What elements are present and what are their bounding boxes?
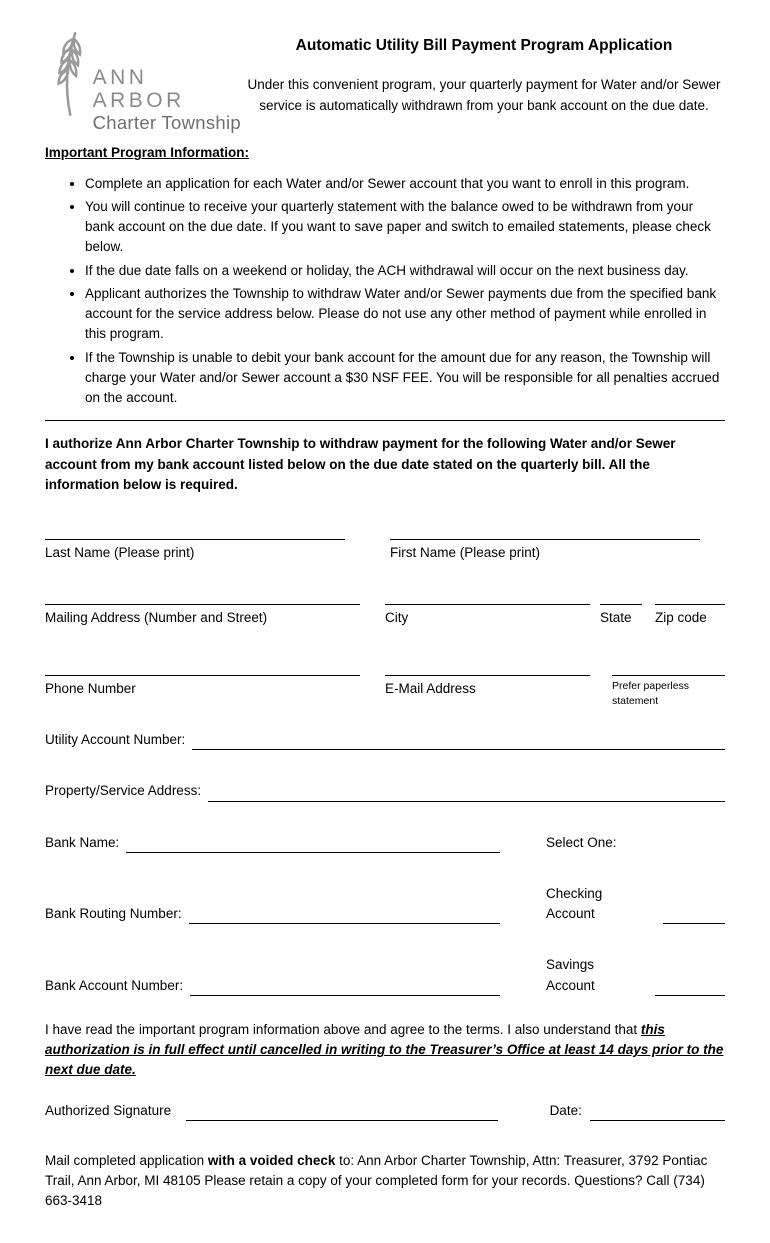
utility-account-row <box>45 730 725 750</box>
utility-account-line[interactable] <box>192 735 725 750</box>
footer-text: Mail completed application <box>45 1152 208 1168</box>
property-address-line[interactable] <box>208 787 725 802</box>
savings-account-line[interactable] <box>655 981 725 996</box>
city-label: City <box>385 610 409 626</box>
header <box>45 28 725 133</box>
savings-account-label: Savings Account <box>546 957 595 993</box>
bank-name-label: Bank Name: <box>45 834 120 850</box>
checking-account-label: Checking Account <box>546 885 603 922</box>
terms-emphasis: this authorization is in full effect until cancelled in writing to the Treasurer’s Office at least 14 days prior to the next due date. <box>45 1021 724 1078</box>
utility-account-label: Utility Account Number: <box>45 732 186 748</box>
bank-account-line[interactable] <box>190 981 500 996</box>
footer-text: to: Ann Arbor Charter Township, Attn: Treasurer, 3792 Pontiac Trail, Ann Arbor, MI 48105 Please retain a copy of your completed form for your records. Questions? Call (734) 663-3418 <box>45 1152 708 1209</box>
last-name-line[interactable] <box>45 525 345 540</box>
state-line[interactable] <box>600 590 642 605</box>
first-name-line[interactable] <box>390 525 700 540</box>
phone-label: Phone Number <box>45 680 136 696</box>
terms-paragraph <box>45 1020 725 1081</box>
first-name-label: First Name (Please print) <box>390 545 541 561</box>
name-row <box>45 525 725 563</box>
list-item: • Complete an application for each Water and/or Sewer account that you want to enroll in this program. <box>85 174 725 194</box>
state-label: State <box>600 610 632 626</box>
property-address-row <box>45 781 725 801</box>
email-label: E-Mail Address <box>385 680 476 696</box>
authorized-signature-line[interactable] <box>186 1106 497 1121</box>
page-title: Automatic Utility Bill Payment Program Application <box>295 37 673 54</box>
authorized-signature-label: Authorized Signature <box>45 1102 172 1118</box>
paperless-label: Prefer paperless statement <box>612 679 690 708</box>
logo-text <box>93 66 243 133</box>
section-divider <box>45 420 725 421</box>
program-info-list <box>45 174 725 409</box>
list-item: • You will continue to receive your quarterly statement with the balance owed to be withdrawn from your bank account on the due date. If you want to save paper and switch to emailed statements, please check below. <box>85 197 725 258</box>
authorization-statement: I authorize Ann Arbor Charter Township to withdraw payment for the following Water and/or Sewer account from my bank account listed below on the due date stated on the quarterly bill. All the information below is required. <box>45 436 676 492</box>
contact-row <box>45 661 725 711</box>
bank-account-label: Bank Account Number: <box>45 977 184 993</box>
bank-routing-line[interactable] <box>189 909 500 924</box>
bank-name-row <box>45 833 725 853</box>
logo-subname: Charter Township <box>92 112 241 134</box>
signature-row <box>45 1101 725 1121</box>
terms-text: I have read the important program information above and agree to the terms. I also understand that <box>45 1021 641 1037</box>
footer-voided-check: with a voided check <box>207 1152 336 1168</box>
bank-account-row <box>45 955 725 996</box>
date-line[interactable] <box>590 1106 725 1121</box>
paperless-line[interactable] <box>612 661 725 676</box>
header-right <box>243 28 725 133</box>
program-info-heading: Important Program Information: <box>45 145 250 161</box>
city-line[interactable] <box>385 590 590 605</box>
zip-line[interactable] <box>655 590 725 605</box>
last-name-label: Last Name (Please print) <box>45 545 195 561</box>
phone-line[interactable] <box>45 661 360 676</box>
email-line[interactable] <box>385 661 590 676</box>
logo-name: ANN ARBOR <box>92 66 185 113</box>
bank-routing-label: Bank Routing Number: <box>45 906 182 922</box>
list-item: • If the Township is unable to debit your bank account for the amount due for any reason, the Township will charge your Water and/or Sewer account a $30 NSF FEE. You will be responsible for all penalties accrued on the account. <box>85 348 725 409</box>
checking-account-line[interactable] <box>663 909 725 924</box>
bank-name-line[interactable] <box>126 838 500 853</box>
wheat-icon <box>45 28 90 118</box>
address-row <box>45 590 725 628</box>
township-logo <box>45 28 243 133</box>
mailing-instructions <box>45 1151 725 1212</box>
list-item: • Applicant authorizes the Township to withdraw Water and/or Sewer payments due from the specified bank account for the service address below. Please do not use any other method of payment while enrolled in this program. <box>85 284 725 345</box>
zip-label: Zip code <box>655 610 707 626</box>
date-label: Date: <box>549 1102 582 1118</box>
property-address-label: Property/Service Address: <box>45 783 202 799</box>
bank-routing-row <box>45 884 725 925</box>
select-one-label: Select One: <box>546 834 617 850</box>
intro-paragraph: Under this convenient program, your quarterly payment for Water and/or Sewer service is automatically withdrawn from your bank account on the due date. <box>247 77 721 113</box>
mailing-address-line[interactable] <box>45 590 360 605</box>
mailing-address-label: Mailing Address (Number and Street) <box>45 610 268 626</box>
list-item: • If the due date falls on a weekend or holiday, the ACH withdrawal will occur on the next business day. <box>85 261 725 281</box>
